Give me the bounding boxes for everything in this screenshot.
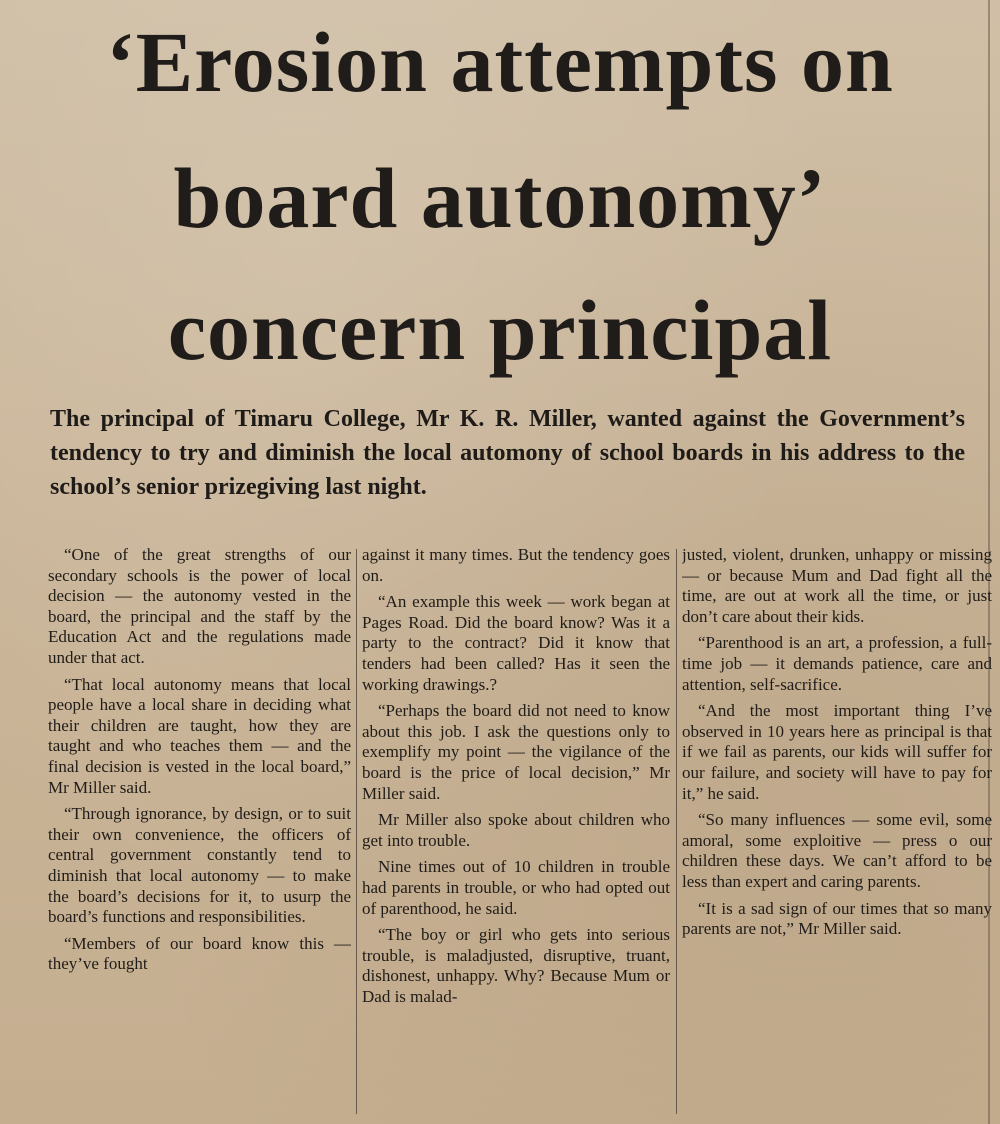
article-paragraph: justed, violent, drunken, unhappy or missing — or because Mum and Dad fight all the time, are out at work all the time, or just don’t care about their kids. — [682, 545, 992, 626]
headline-line-2: board autonomy’ — [173, 150, 827, 246]
article-column-2 — [362, 545, 670, 1120]
column-rule — [356, 549, 357, 1114]
article-paragraph: “And the most important thing I’ve observed in 10 years here as principal is that if we fail as parents, our kids will suffer for our failure, and society will have to pay for it,” he said. — [682, 701, 992, 803]
article-paragraph: “Perhaps the board did not need to know about this job. I ask the questions only to exemplify my point — the vigilance of the board is the price of local decision,” Mr Miller said. — [362, 701, 670, 803]
article-paragraph: Nine times out of 10 children in trouble had parents in trouble, or who had opted out of parenthood, he said. — [362, 857, 670, 918]
headline-line-3: concern principal — [167, 282, 833, 378]
article-paragraph: “So many influences — some evil, some amoral, some exploitive — press o our children these days. We can’t afford to be less than expert and caring parents. — [682, 810, 992, 891]
article-column-1 — [48, 545, 351, 1120]
lead-paragraph: The principal of Timaru College, Mr K. R. Miller, wanted against the Government’s tendency to try and diminish the local automony of school boards in his address to the school’s senior prizegiving last night. — [50, 406, 965, 500]
article-paragraph: “An example this week — work began at Pages Road. Did the board know? Was it a party to the contract? Did it know that tenders had been called? Has it seen the working drawings.? — [362, 592, 670, 694]
article-paragraph: “It is a sad sign of our times that so many parents are not,” Mr Miller said. — [682, 898, 992, 939]
article-paragraph: “Members of our board know this — they’ve fought — [48, 933, 351, 974]
article-paragraph: “The boy or girl who gets into serious trouble, is maladjusted, disruptive, truant, dishonest, unhappy. Why? Because Mum or Dad is malad- — [362, 925, 670, 1006]
headline-line-1: ‘Erosion attempts on — [106, 14, 894, 110]
article-paragraph: against it many times. But the tendency goes on. — [362, 545, 670, 585]
headline — [40, 16, 960, 376]
article-paragraph: “Through ignorance, by design, or to suit their own convenience, the officers of central government constantly tend to diminish that local autonomy — to make the board’s decisions for it, to usurp the board’s functions and responsibilities. — [48, 804, 351, 927]
article-paragraph: Mr Miller also spoke about children who get into trouble. — [362, 810, 670, 850]
article-paragraph: “That local autonomy means that local people have a local share in deciding what their children are taught, how they are taught and who teaches them — and the final decision is vested in the local board,” Mr Miller said. — [48, 674, 351, 797]
article-columns — [48, 545, 994, 1120]
column-rule — [676, 549, 677, 1114]
article-paragraph: “Parenthood is an art, a profession, a full-time job — it demands patience, care and attention, self-sacrifice. — [682, 633, 992, 694]
article-column-3 — [682, 545, 992, 1120]
article-paragraph: “One of the great strengths of our secondary schools is the power of local decision — the autonomy vested in the board, the principal and the staff by the Education Act and the regulations made under that act. — [48, 545, 351, 667]
